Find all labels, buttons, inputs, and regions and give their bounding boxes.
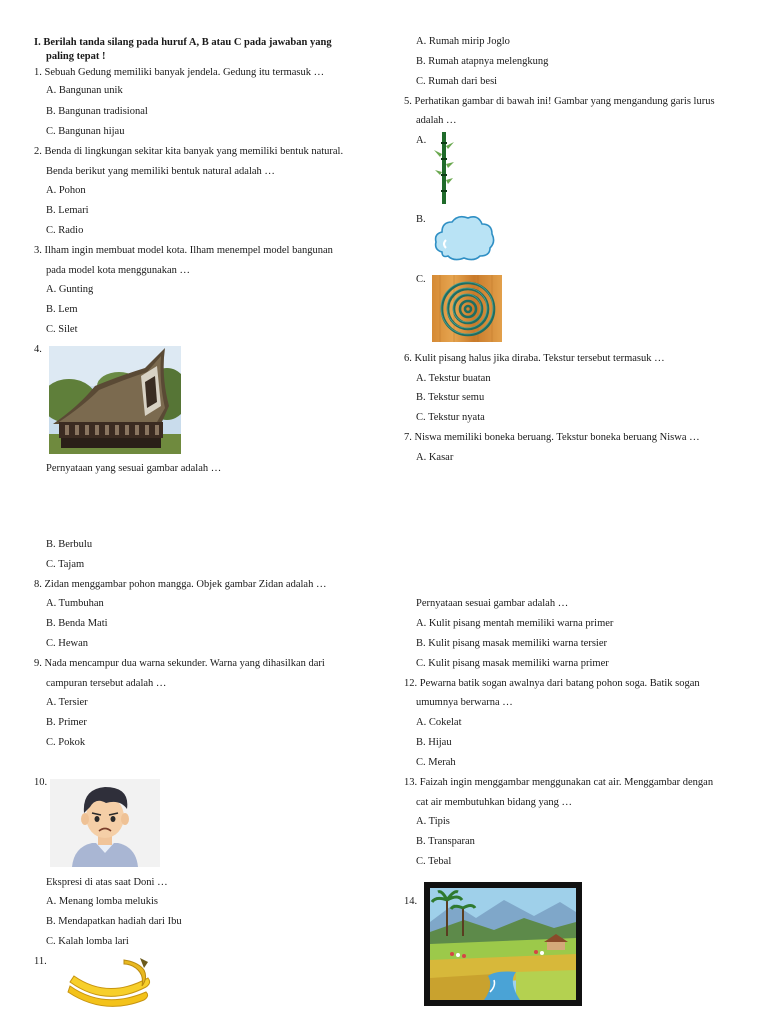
q9-option-a[interactable]: A. Tersier xyxy=(46,697,88,708)
q13-option-c[interactable]: C. Tebal xyxy=(416,856,452,867)
q13-stem-line-1: 13. Faizah ingin menggambar menggunakan cat air. Menggambar dengan xyxy=(404,777,714,788)
q10-option-a[interactable]: A. Menang lomba melukis xyxy=(46,896,158,907)
q7-option-a[interactable]: A. Kasar xyxy=(416,452,454,463)
q8-option-c[interactable]: C. Hewan xyxy=(46,638,88,649)
q12-stem-line-1: 12. Pewarna batik sogan awalnya dari batang pohon soga. Batik sogan xyxy=(404,678,700,689)
q7-option-b[interactable]: B. Berbulu xyxy=(46,539,93,550)
q2-stem-line-2: Benda berikut yang memiliki bentuk natural adalah … xyxy=(46,166,275,177)
q13-option-a[interactable]: A. Tipis xyxy=(416,816,450,827)
q3-stem-line-1: 3. Ilham ingin membuat model kota. Ilham menempel model bangunan xyxy=(34,245,333,256)
q3-option-a[interactable]: A. Gunting xyxy=(46,284,94,295)
q2-option-b[interactable]: B. Lemari xyxy=(46,205,89,216)
q3-stem-line-2: pada model kota menggunakan … xyxy=(46,265,191,276)
q12-option-b[interactable]: B. Hijau xyxy=(416,737,452,748)
q6-stem: 6. Kulit pisang halus jika diraba. Tekstur tersebut termasuk … xyxy=(404,353,665,364)
q1-stem: 1. Sebuah Gedung memiliki banyak jendela. Gedung itu termasuk … xyxy=(34,67,325,78)
q4-option-b[interactable]: B. Rumah atapnya melengkung xyxy=(416,56,549,67)
spiral-coil-image xyxy=(432,275,502,342)
q8-stem: 8. Zidan menggambar pohon mangga. Objek gambar Zidan adalah … xyxy=(34,579,327,590)
q10-statement: Ekspresi di atas saat Doni … xyxy=(46,877,168,888)
q11-statement: Pernyataan sesuai gambar adalah … xyxy=(416,598,569,609)
q3-option-b[interactable]: B. Lem xyxy=(46,304,78,315)
q4-number: 4. xyxy=(34,344,42,355)
q11-option-c[interactable]: C. Kulit pisang masak memiliki warna primer xyxy=(416,658,609,669)
q9-stem-line-1: 9. Nada mencampur dua warna sekunder. Warna yang dihasilkan dari xyxy=(34,658,325,669)
landscape-painting-image xyxy=(424,882,582,1006)
q5-label-a[interactable]: A. xyxy=(416,135,427,146)
q9-option-c[interactable]: C. Pokok xyxy=(46,737,86,748)
q14-number: 14. xyxy=(404,896,418,907)
q8-option-b[interactable]: B. Benda Mati xyxy=(46,618,108,629)
traditional-house-image xyxy=(49,346,181,454)
q6-option-c[interactable]: C. Tekstur nyata xyxy=(416,412,485,423)
q13-stem-line-2: cat air membutuhkan bidang yang … xyxy=(416,797,572,808)
q12-stem-line-2: umumnya berwarna … xyxy=(416,697,513,708)
q6-option-a[interactable]: A. Tekstur buatan xyxy=(416,373,491,384)
q12-option-a[interactable]: A. Cokelat xyxy=(416,717,462,728)
q1-option-b[interactable]: B. Bangunan tradisional xyxy=(46,106,148,117)
banana-image xyxy=(64,956,156,1008)
bamboo-image xyxy=(432,132,456,204)
instruction-line-2: paling tepat ! xyxy=(46,51,106,62)
instruction-line-1: I. Berilah tanda silang pada huruf A, B atau C pada jawaban yang xyxy=(34,37,332,48)
q5-stem-line-2: adalah … xyxy=(416,115,457,126)
q10-option-b[interactable]: B. Mendapatkan hadiah dari Ibu xyxy=(46,916,182,927)
q3-option-c[interactable]: C. Silet xyxy=(46,324,78,335)
q7-stem: 7. Niswa memiliki boneka beruang. Tekstur boneka beruang Niswa … xyxy=(404,432,700,443)
q1-option-c[interactable]: C. Bangunan hijau xyxy=(46,126,125,137)
q9-stem-line-2: campuran tersebut adalah … xyxy=(46,678,167,689)
q11-option-a[interactable]: A. Kulit pisang mentah memiliki warna primer xyxy=(416,618,614,629)
q7-option-c[interactable]: C. Tajam xyxy=(46,559,85,570)
q13-option-b[interactable]: B. Transparan xyxy=(416,836,475,847)
q10-option-c[interactable]: C. Kalah lomba lari xyxy=(46,936,129,947)
q10-number: 10. xyxy=(34,777,48,788)
q4-option-c[interactable]: C. Rumah dari besi xyxy=(416,76,498,87)
q6-option-b[interactable]: B. Tekstur semu xyxy=(416,392,485,403)
q12-option-c[interactable]: C. Merah xyxy=(416,757,456,768)
q5-label-c[interactable]: C. xyxy=(416,274,426,285)
q1-option-a[interactable]: A. Bangunan unik xyxy=(46,85,123,96)
q11-option-b[interactable]: B. Kulit pisang masak memiliki warna tersier xyxy=(416,638,607,649)
q2-option-c[interactable]: C. Radio xyxy=(46,225,84,236)
q5-label-b[interactable]: B. xyxy=(416,214,426,225)
q4-statement: Pernyataan yang sesuai gambar adalah … xyxy=(46,463,222,474)
q9-option-b[interactable]: B. Primer xyxy=(46,717,87,728)
sad-boy-image xyxy=(50,779,160,867)
q2-option-a[interactable]: A. Pohon xyxy=(46,185,86,196)
q4-option-a[interactable]: A. Rumah mirip Joglo xyxy=(416,36,510,47)
q11-number: 11. xyxy=(34,956,47,967)
q2-stem-line-1: 2. Benda di lingkungan sekitar kita banyak yang memiliki bentuk natural. xyxy=(34,146,344,157)
q8-option-a[interactable]: A. Tumbuhan xyxy=(46,598,104,609)
q5-stem-line-1: 5. Perhatikan gambar di bawah ini! Gambar yang mengandung garis lurus xyxy=(404,96,715,107)
cloud-image xyxy=(432,210,496,264)
